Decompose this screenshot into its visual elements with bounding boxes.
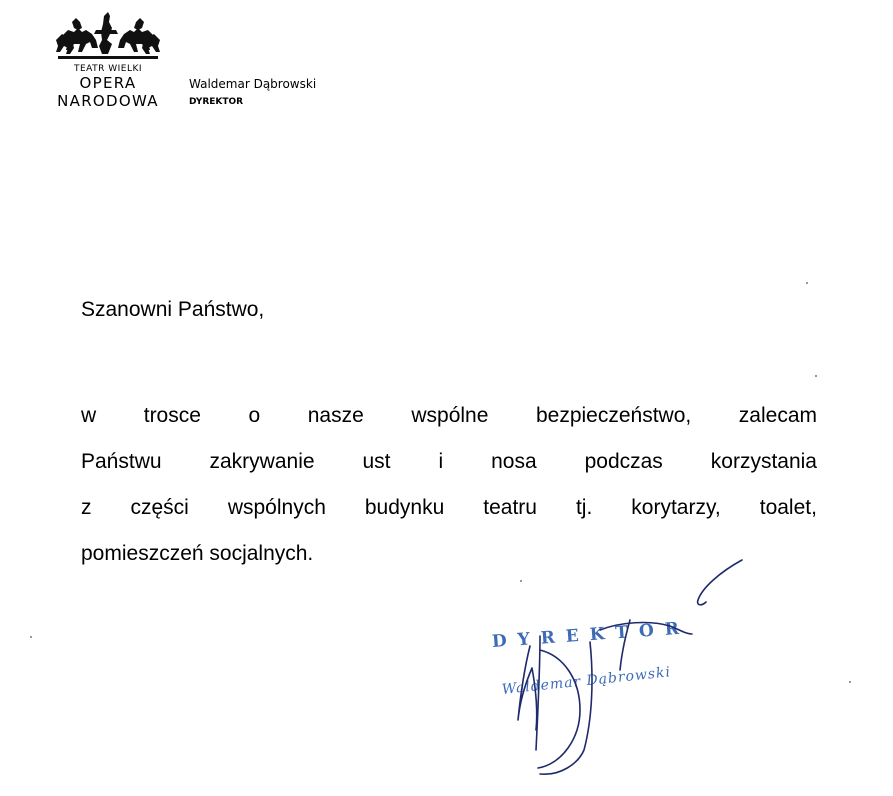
handwritten-signature bbox=[480, 550, 780, 790]
word: części bbox=[130, 496, 189, 519]
director-title: DYREKTOR bbox=[189, 97, 244, 107]
logo-narodowa: NARODOWA bbox=[57, 92, 159, 110]
body-line-2 bbox=[81, 439, 817, 485]
stamp-title: DYREKTOR bbox=[491, 618, 691, 652]
word: teatru bbox=[483, 496, 537, 519]
word: nasze bbox=[307, 404, 364, 427]
logo-opera: OPERA bbox=[79, 74, 137, 92]
word: nosa bbox=[491, 450, 537, 473]
word: toalet, bbox=[759, 496, 817, 519]
word: zakrywanie bbox=[209, 450, 315, 473]
word: wspólne bbox=[411, 404, 489, 427]
scan-speck bbox=[520, 580, 522, 582]
word: korytarzy, bbox=[631, 496, 721, 519]
director-block bbox=[189, 76, 316, 109]
logo-teatr-wielki: TEATR WIELKI bbox=[73, 64, 143, 74]
body-line-3 bbox=[81, 485, 817, 531]
letterhead bbox=[40, 10, 370, 120]
opera-logo bbox=[52, 10, 164, 114]
body-line-4: pomieszczeń socjalnych. bbox=[81, 542, 314, 565]
word: ust bbox=[362, 450, 391, 473]
word: tj. bbox=[575, 496, 593, 519]
stamp-name: Waldemar Dąbrowski bbox=[501, 664, 672, 698]
scan-speck bbox=[806, 282, 808, 284]
scan-speck bbox=[849, 681, 851, 683]
body-line-1 bbox=[81, 393, 817, 439]
director-stamp bbox=[480, 550, 780, 790]
word: Państwu bbox=[81, 450, 162, 473]
scan-speck bbox=[30, 636, 32, 638]
word: bezpieczeństwo, bbox=[535, 404, 692, 427]
word: wspólnych bbox=[227, 496, 326, 519]
word: i bbox=[438, 450, 444, 473]
word: podczas bbox=[584, 450, 663, 473]
director-name: Waldemar Dąbrowski bbox=[189, 77, 317, 91]
word: w bbox=[81, 404, 97, 427]
word: korzystania bbox=[710, 450, 817, 473]
word: zalecam bbox=[738, 404, 817, 427]
word: o bbox=[248, 404, 261, 427]
word: trosce bbox=[143, 404, 201, 427]
word: budynku bbox=[364, 496, 445, 519]
quadriga-icon bbox=[52, 10, 164, 64]
salutation: Szanowni Państwo, bbox=[81, 298, 265, 321]
scan-speck bbox=[815, 375, 817, 377]
word: z bbox=[81, 496, 92, 519]
